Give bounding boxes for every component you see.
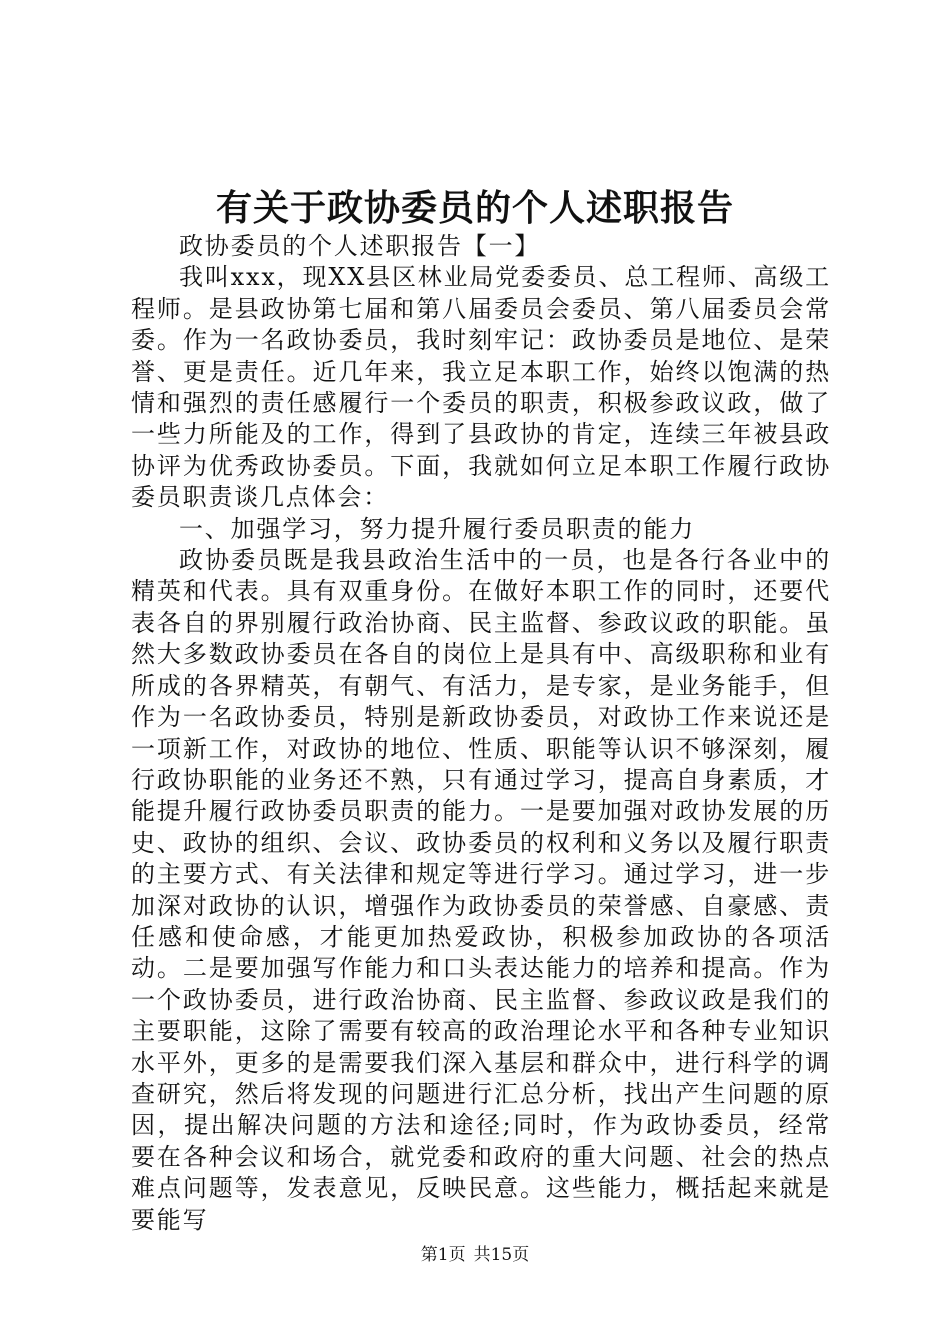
body-paragraph: 政协委员既是我县政治生活中的一员，也是各行各业中的精英和代表。具有双重身份。在做好本职工作的同时，还要代表各自的界别履行政治协商、民主监督、参政议政的职能。虽然大多数政协委员在各自的岗位上是具有中、高级职称和业有所成的各界精英，有朝气、有活力，是专家，是业务能手，但作为一名政协委员，特别是新政协委员，对政协工作来说还是一项新工作，对政协的地位、性质、职能等认识不够深刻，履行政协职能的业务还不熟，只有通过学习，提高自身素质，才能提升履行政协委员职责的能力。一是要加强对政协发展的历史、政协的组织、会议、政协委员的权利和义务以及履行职责的主要方式、有关法律和规定等进行学习。通过学习，进一步加深对政协的认识，增强作为政协委员的荣誉感、自豪感、责任感和使命感，才能更加热爱政协，积极参加政协的各项活动。二是要加强写作能力和口头表达能力的培养和提高。作为一个政协委员，进行政治协商、民主监督、参政议政是我们的主要职能，这除了需要有较高的政治理论水平和各种专业知识水平外，更多的是需要我们深入基层和群众中，进行科学的调查研究，然后将发现的问题进行汇总分析，找出产生问题的原因，提出解决问题的方法和途径;同时，作为政协委员，经常要在各种会议和场合，就党委和政府的重大问题、社会的热点难点问题等，发表意见，反映民意。这些能力，概括起来就是要能写	[131, 546, 831, 1234]
page-number: 第1页	[420, 1245, 466, 1265]
page-total: 共15页	[473, 1245, 530, 1265]
body-paragraph: 我叫xxx，现XX县区林业局党委委员、总工程师、高级工程师。是县政协第七届和第八届委员会委员、第八届委员会常委。作为一名政协委员，我时刻牢记：政协委员是地位、是荣誉、更是责任。近几年来，我立足本职工作，始终以饱满的热情和强烈的责任感履行一个委员的职责，积极参政议政，做了一些力所能及的工作，得到了县政协的肯定，连续三年被县政协评为优秀政协委员。下面，我就如何立足本职工作履行政协委员职责谈几点体会：	[131, 263, 831, 512]
document-body	[131, 231, 831, 1236]
section-heading: 政协委员的个人述职报告【一】	[179, 232, 541, 260]
document-title: 有关于政协委员的个人述职报告	[215, 187, 734, 229]
subsection-heading: 一、加强学习，努力提升履行委员职责的能力	[179, 514, 695, 543]
page-footer	[0, 1244, 950, 1266]
